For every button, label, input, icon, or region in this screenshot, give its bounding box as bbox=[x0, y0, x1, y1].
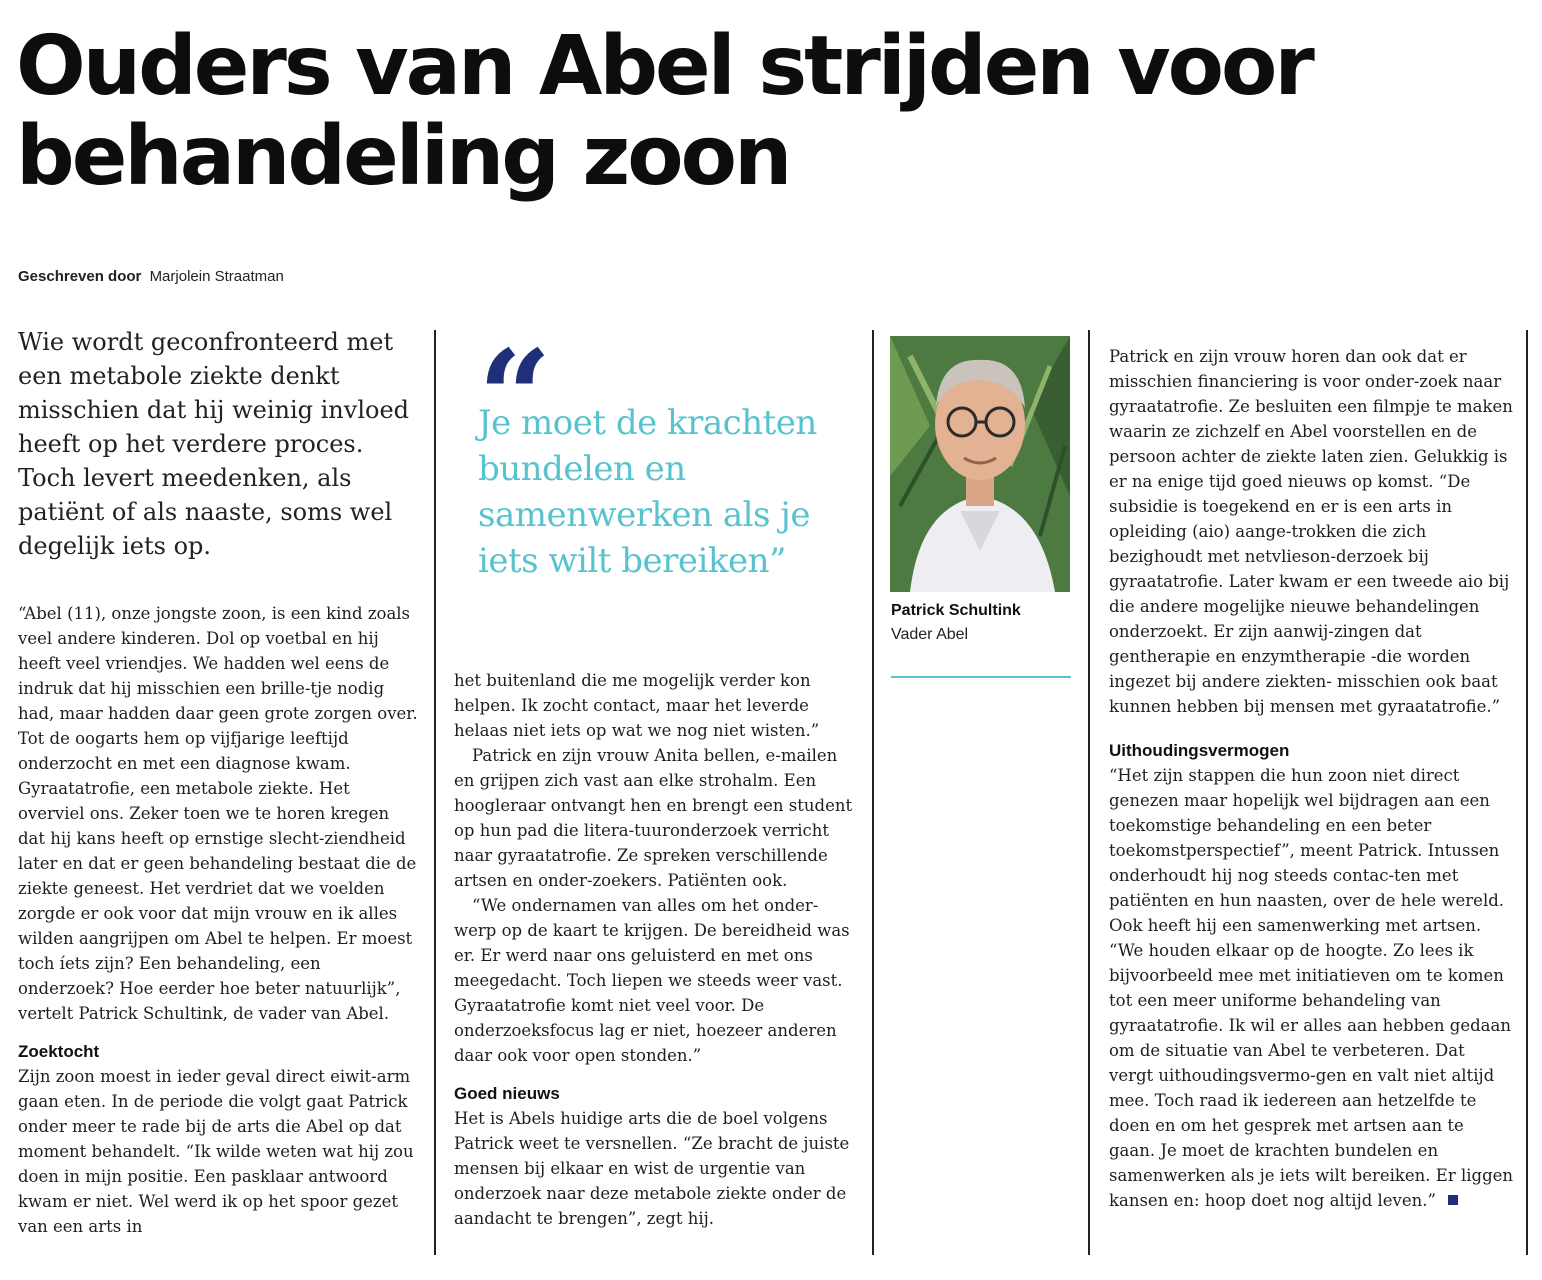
column-divider bbox=[872, 330, 874, 1255]
column-1 bbox=[18, 325, 418, 1239]
article-title: Ouders van Abel strijden voor behandeling zoon bbox=[16, 19, 1312, 204]
section-heading-uithoudingsvermogen: Uithoudingsvermogen bbox=[1109, 741, 1290, 760]
paragraph-final bbox=[1109, 763, 1514, 1213]
final-text: “Het zijn stappen die hun zoon niet direct genezen maar hopelijk wel bijdragen aan een toekomstige behandeling en een beter toekomstperspectief”, meent Patrick. Intussen onderhoudt hij nog steeds contac-ten met patiënten en hun naasten, over de hele wereld. Ook heeft hij een samenwerking met artsen. “We houden elkaar op de hoogte. Zo lees ik bijvoorbeeld mee met initiatieven om te komen tot een meer uniforme behandeling van gyraatatrofie. Ik wil er alles aan hebben gedaan om de situatie van Abel te verbeteren. Dat vergt uithoudingsvermo-gen en valt niet altijd mee. Toch raad ik iedereen aan hetzelfde te doen en om het gesprek met artsen aan te gaan. Je moet de krachten bundelen en samenwerken als je iets wilt bereiken. Er liggen kansen en: hoop doet nog altijd leven.” bbox=[1109, 766, 1514, 1210]
portrait-illustration bbox=[890, 336, 1070, 592]
pull-quote: Je moet de krachten bundelen en samenwerken als je iets wilt bereiken” bbox=[478, 403, 817, 581]
column-2 bbox=[454, 668, 858, 1231]
byline-author: Marjolein Straatman bbox=[149, 268, 284, 285]
caption-divider bbox=[891, 676, 1071, 678]
article-intro: Wie wordt geconfronteerd met een metabole ziekte denkt misschien dat hij weinig invloed heeft op het verdere proces. Toch levert meedenken, als patiënt of als naaste, soms wel degelijk iets op. bbox=[18, 328, 410, 560]
photo-caption-role: Vader Abel bbox=[891, 626, 969, 643]
paragraph: Het is Abels huidige arts die de boel volgens Patrick weet te versnellen. “Ze bracht de juiste mensen bij elkaar en wist de urgentie van onderzoek naar deze metabole ziekte onder de aandacht te brengen”, zegt hij. bbox=[454, 1109, 850, 1228]
quote-mark-icon: “ bbox=[478, 323, 552, 473]
paragraph: “Abel (11), onze jongste zoon, is een kind zoals veel andere kinderen. Dol op voetbal en hij heeft veel vriendjes. We hadden wel eens de indruk dat hij misschien een brille-tje nodig had, maar hadden daar geen grote zorgen over. Tot de oogarts hem op vijfjarige leeftijd onderzocht en met een diagnose kwam. Gyraatatrofie, een metabole ziekte. Het overviel ons. Zeker toen we te horen kregen dat hij kans heeft op ernstige slecht-ziendheid later en dat er geen behandeling bestaat die de ziekte geneest. Het verdriet dat we voelden zorgde er ook voor dat mijn vrouw en ik alles wilden aangrijpen om Abel te helpen. Er moest toch íets zijn? Een behandeling, een onderzoek? Hoe eerder hoe beter natuurlijk”, vertelt Patrick Schultink, de vader van Abel. bbox=[18, 604, 418, 1023]
column-divider bbox=[434, 330, 436, 1255]
byline bbox=[18, 268, 284, 285]
paragraph: het buitenland die me mogelijk verder kon helpen. Ik zocht contact, maar het leverde helaas niet iets op wat we nog niet wisten.” bbox=[454, 671, 820, 740]
end-mark-icon bbox=[1448, 1195, 1458, 1205]
paragraph: “We ondernamen van alles om het onder-werp op de kaart te krijgen. De bereidheid was er. Er werd naar ons geluisterd en met ons meegedacht. Toch liepen we steeds weer vast. Gyraatatrofie komt niet veel voor. De onderzoeksfocus lag er niet, hoezeer anderen daar ook voor open stonden.” bbox=[454, 896, 850, 1065]
portrait-photo bbox=[890, 336, 1070, 592]
paragraph: Patrick en zijn vrouw Anita bellen, e-mailen en grijpen zich vast aan elke strohalm. Een hoogleraar ontvangt hen en brengt een student op hun pad die litera-tuuronderzoek verricht naar gyraatatrofie. Ze spreken verschillende artsen en onder-zoekers. Patiënten ook. bbox=[454, 746, 853, 890]
photo-caption-name: Patrick Schultink bbox=[891, 602, 1021, 619]
paragraph: Patrick en zijn vrouw horen dan ook dat er misschien financiering is voor onder-zoek naar gyraatatrofie. Ze besluiten een filmpje te maken waarin ze zichzelf en Abel voorstellen en de persoon achter de ziekte laten zien. Gelukkig is er na enige tijd goed nieuws op komst. “De subsidie is toegekend en er is een arts in opleiding (aio) aange-trokken die zich bezighoudt met netvlieson-derzoek bij gyraatatrofie. Later kwam er een tweede aio bij die andere mogelijke nieuwe behandelingen onderzoekt. Er zijn aanwij-zingen dat gentherapie en enzymtherapie -die worden ingezet bij andere ziekten- misschien ook baat kunnen hebben bij mensen met gyraatatrofie.” bbox=[1109, 347, 1513, 716]
column-divider bbox=[1526, 330, 1528, 1255]
column-divider bbox=[1088, 330, 1090, 1255]
section-heading-zoektocht: Zoektocht bbox=[18, 1042, 100, 1061]
paragraph: Zijn zoon moest in ieder geval direct eiwit-arm gaan eten. In de periode die volgt gaat Patrick onder meer te rade bij de arts die Abel op dat moment behandelt. “Ik wilde weten wat hij zou doen in mijn positie. Een pasklaar antwoord kwam er niet. Wel werd ik op het spoor gezet van een arts in bbox=[18, 1067, 414, 1236]
column-4 bbox=[1109, 344, 1514, 1213]
byline-label: Geschreven door bbox=[18, 268, 142, 285]
section-heading-goed-nieuws: Goed nieuws bbox=[454, 1084, 560, 1103]
